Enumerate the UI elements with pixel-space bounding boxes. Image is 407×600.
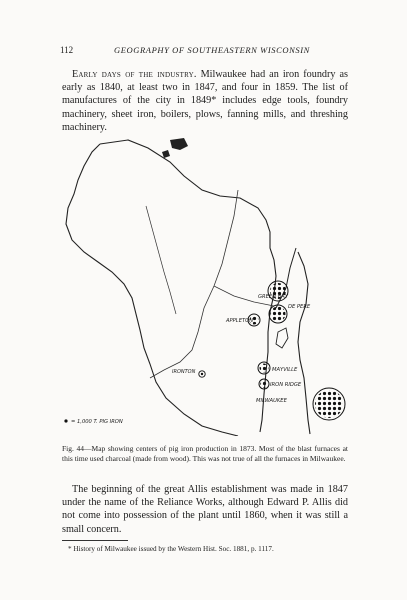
state-outline (100, 140, 276, 432)
paragraph-early-days (62, 68, 348, 134)
mayville-dots (260, 364, 269, 373)
label-ironton: IRONTON (172, 369, 196, 375)
map-legend: = 1,000 T. PIG IRON (71, 419, 123, 425)
lake-superior-islands (162, 150, 170, 158)
iron-ridge-dots (260, 380, 268, 388)
label-milwaukee: MILWAUKEE (256, 398, 287, 404)
legend-dot-icon (64, 419, 67, 422)
figure-caption: Fig. 44—Map showing centers of pig iron production in 1873. Most of the blast furnaces at this time used charcoal (made from wood). This was not true of all the furnaces in Milwaukee. (62, 444, 348, 463)
footnote-rule (62, 540, 128, 541)
running-title: GEOGRAPHY OF SOUTHEASTERN WISCONSIN (114, 45, 310, 55)
de-pere-dots (271, 307, 286, 322)
milwaukee-dots (315, 390, 343, 418)
footnote: * History of Milwaukee issued by the Western Hist. Soc. 1881, p. 1117. (68, 545, 274, 553)
river-wisconsin (150, 190, 238, 378)
paragraph-body: Milwaukee had an iron foundry as early as 1840, at least two in 1847, and four in 1859. The list of manufactures of the city in 1849* includes edge tools, foundry machinery, sheet iron, boilers, plows, fanning mills, and threshing machinery. (62, 69, 349, 133)
page-number: 112 (60, 45, 74, 55)
paragraph-allis: The beginning of the great Allis establishment was made in 1847 under the name of the Reliance Works, although Edward P. Allis did not come into possession of the plant until 1860, when it was still a small concern. (62, 484, 348, 535)
page-header (60, 44, 367, 58)
river-black (146, 206, 176, 314)
ironton-dot (201, 373, 203, 375)
label-mayville: MAYVILLE (272, 367, 298, 373)
label-appleton: APPLETON (226, 318, 254, 324)
label-iron-ridge: IRON RIDGE (270, 382, 302, 388)
lake-winnebago (276, 328, 288, 348)
keweenaw-land (170, 138, 188, 150)
label-de-pere: DE PERE (288, 304, 311, 310)
pig-iron-map (52, 136, 352, 436)
label-green-bay: GREEN BAY (258, 294, 288, 300)
section-heading: Early days of the industry. (72, 69, 197, 80)
lake-michigan-shore (298, 252, 310, 434)
